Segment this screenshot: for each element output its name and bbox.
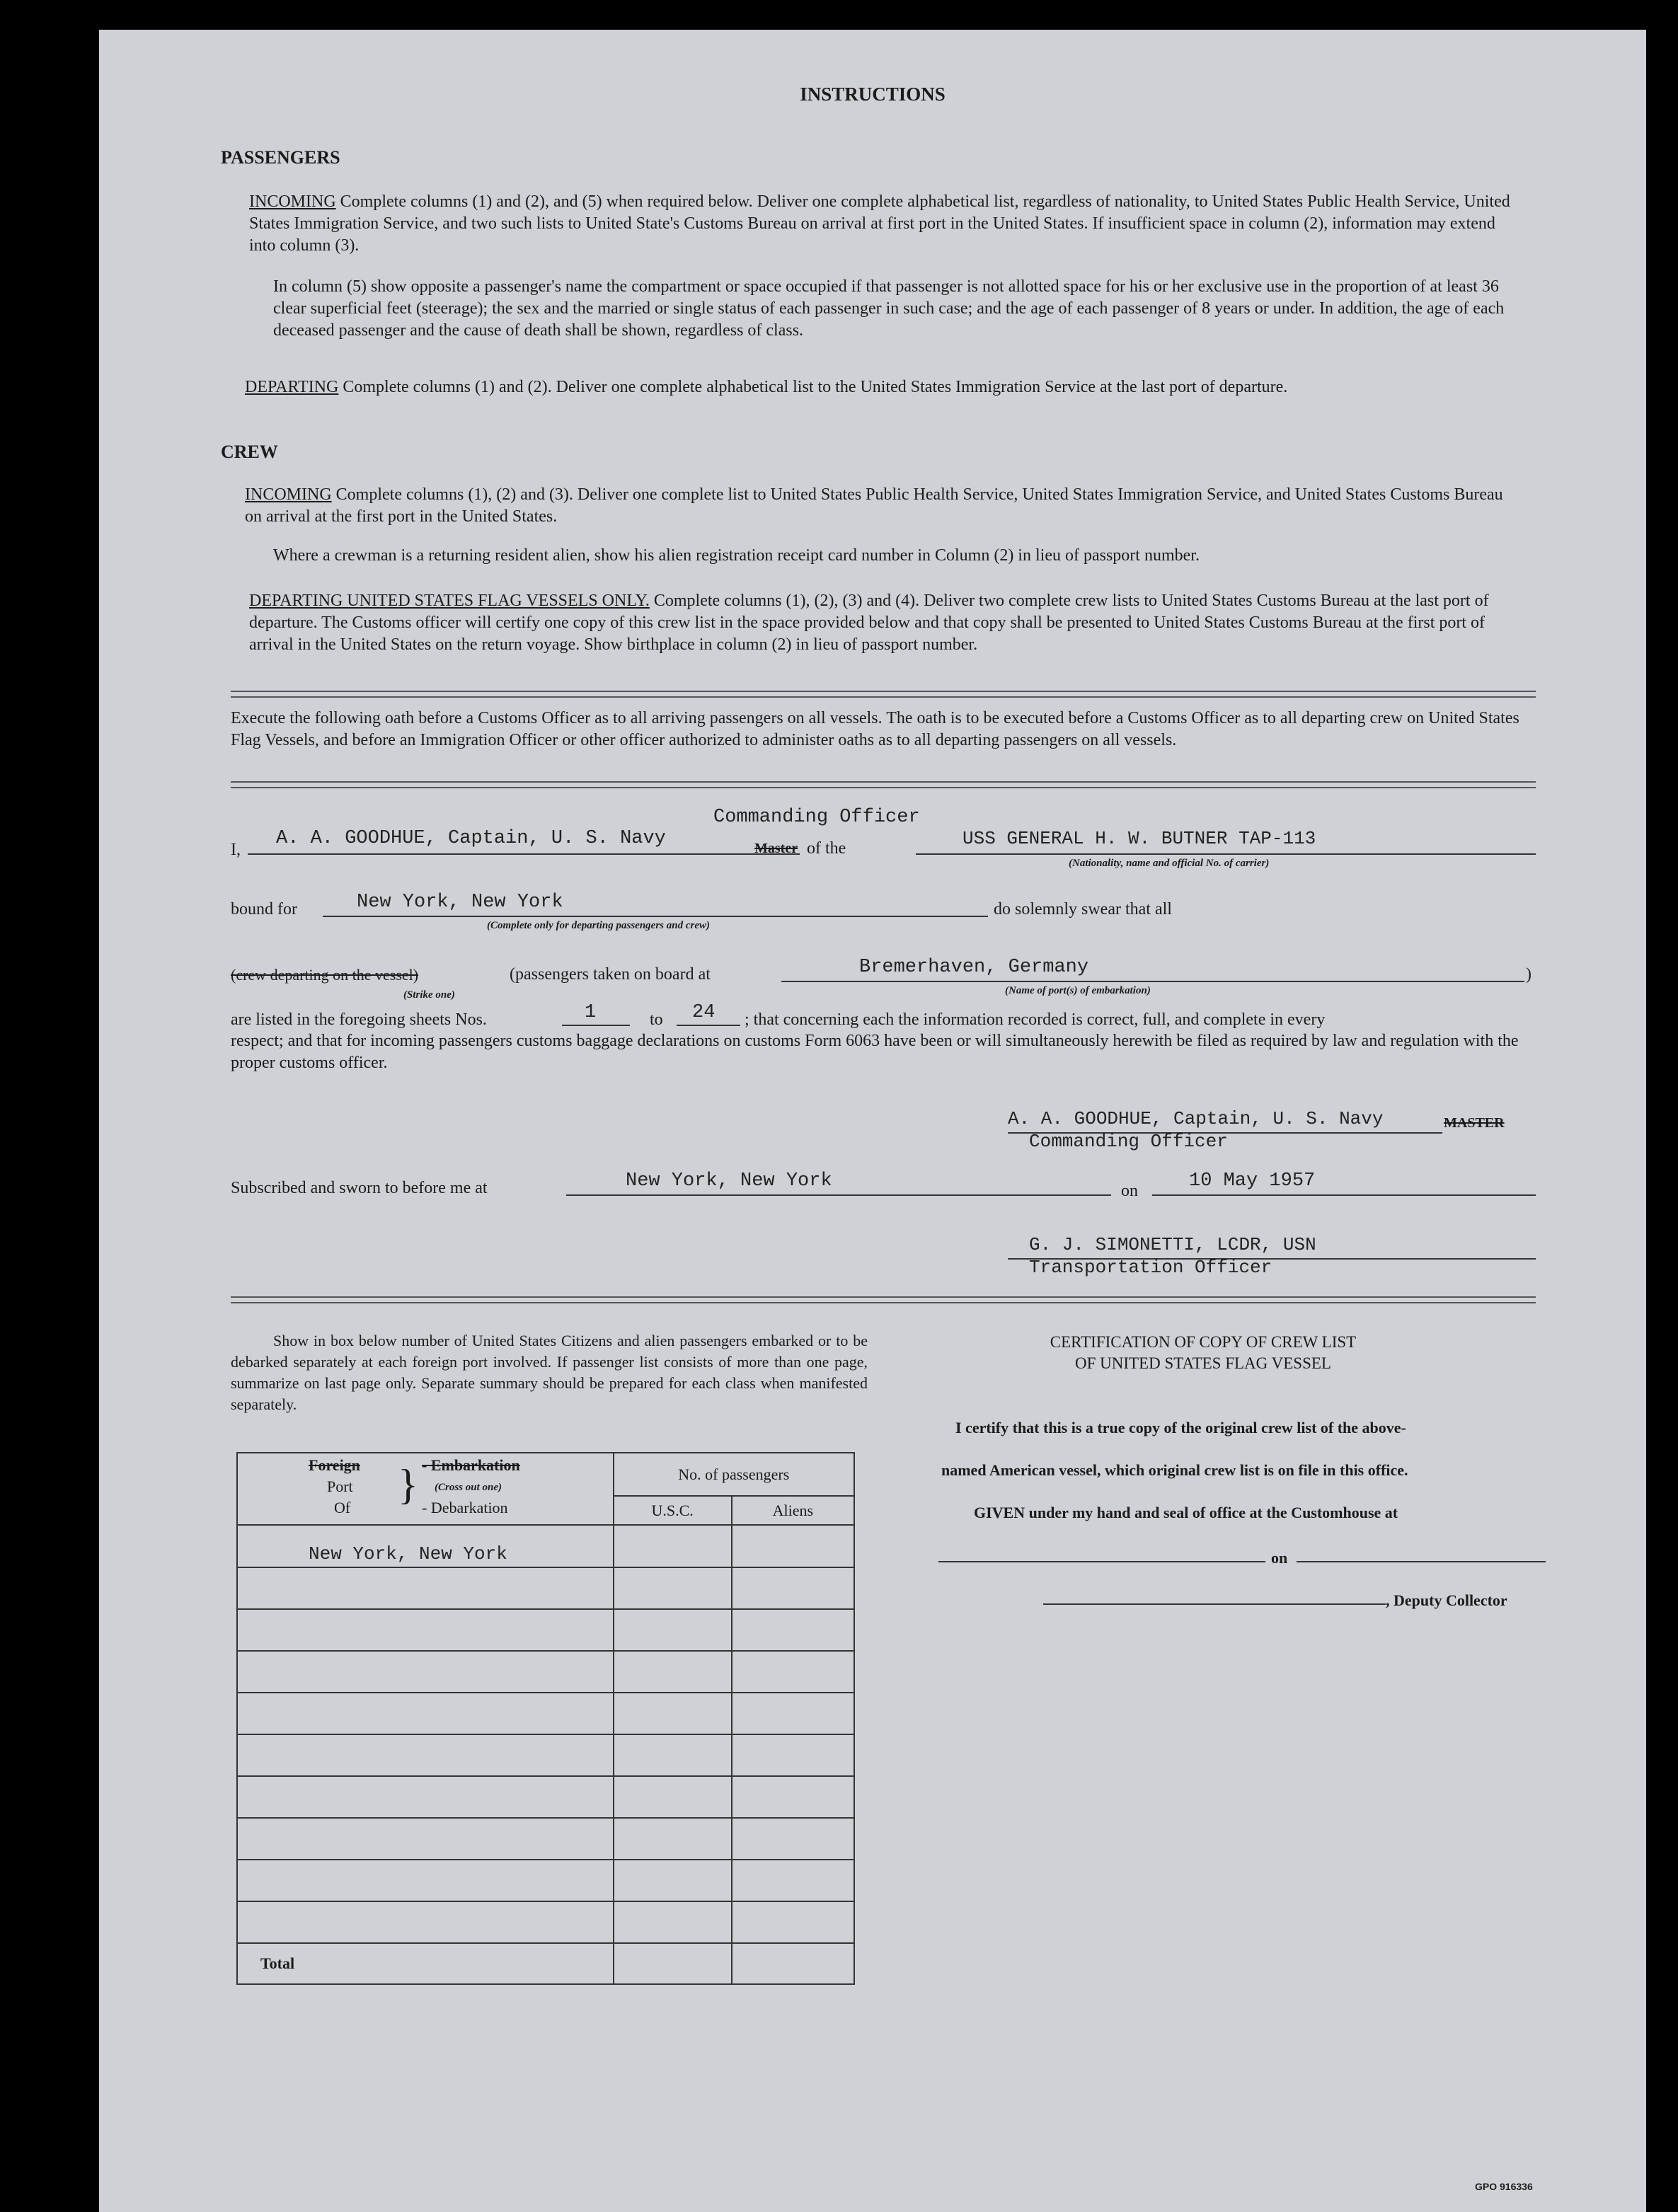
col-aliens: Aliens — [732, 1496, 854, 1525]
certification-on-label: on — [1271, 1549, 1288, 1567]
divider-line — [231, 1296, 1536, 1303]
taken-on-board-label: (passengers taken on board at — [510, 965, 711, 984]
strike-one-caption: (Strike one) — [403, 989, 455, 1001]
captain-name[interactable]: A. A. GOODHUE, Captain, U. S. Navy — [276, 828, 666, 849]
port-cell[interactable] — [237, 1860, 614, 1901]
crew-incoming-label: INCOMING — [245, 485, 332, 504]
passengers-departing-text: Complete columns (1) and (2). Deliver one complete alphabetical list to the United States Immigration Service at the last port of departure. — [343, 378, 1288, 396]
usc-cell[interactable] — [614, 1860, 732, 1901]
port-caption: (Name of port(s) of embarkation) — [1005, 985, 1151, 996]
debarkation-label: - Debarkation — [422, 1499, 508, 1516]
name-field-line — [248, 853, 800, 855]
table-row — [237, 1776, 854, 1818]
swear-text: do solemnly swear that all — [994, 900, 1172, 918]
signature-master-struck: MASTER — [1444, 1115, 1505, 1131]
port-header-cell — [237, 1453, 614, 1525]
table-row — [237, 1651, 854, 1693]
aliens-cell[interactable] — [732, 1734, 854, 1776]
col-usc: U.S.C. — [614, 1496, 732, 1525]
total-aliens-cell[interactable] — [732, 1943, 854, 1984]
embarkation-label: - Embarkation — [422, 1456, 520, 1474]
usc-cell[interactable] — [614, 1525, 732, 1567]
bound-for-field-line — [323, 916, 988, 917]
sworn-date[interactable]: 10 May 1957 — [1189, 1170, 1316, 1192]
sheet-from[interactable]: 1 — [585, 1002, 597, 1023]
passengers-column5-paragraph: In column (5) show opposite a passenger's name the compartment or space occupied if that passenger is not allotted space for his or her exclusive use in the proportion of at least 36 clear superficial feet (steerage); the sex and the married or single status of each passenger in such case; and the age of each passenger of 8 years or under. In addition, the age of each deceased passenger and the cause of death shall be shown, regardless of class. — [273, 277, 1505, 340]
divider-line — [231, 781, 1536, 788]
usc-cell[interactable] — [614, 1776, 732, 1818]
aliens-cell[interactable] — [732, 1860, 854, 1901]
crew-heading: CREW — [221, 442, 278, 462]
listed-text-3: respect; and that for incoming passengers customs baggage declarations on customs Form 6063 have been or will simultaneously herewith be filed as required by law and regulation with the proper customs officer. — [231, 1032, 1519, 1072]
aliens-cell[interactable] — [732, 1901, 854, 1943]
sworn-label: Subscribed and sworn to before me at — [231, 1179, 488, 1197]
vessel-field-line — [916, 853, 1536, 855]
table-row — [237, 1901, 854, 1943]
table-row — [237, 1734, 854, 1776]
table-row — [237, 1860, 854, 1901]
usc-cell[interactable] — [614, 1818, 732, 1860]
usc-cell[interactable] — [614, 1693, 732, 1734]
strike-one-struck: (crew departing on the vessel) — [231, 966, 419, 984]
oath-i-label: I, — [231, 841, 241, 859]
sworn-place[interactable]: New York, New York — [626, 1170, 832, 1192]
summary-instruction: Show in box below number of United States Citizens and alien passengers embarked or to be debarked separately at each foreign port involved. If passenger list consists of more than one page, summarize on last page only. Separate summary should be prepared for each class when manifested separately. — [231, 1332, 868, 1413]
sworn-place-line — [566, 1194, 1111, 1196]
sworn-on-label: on — [1121, 1182, 1138, 1200]
typed-title-commanding-officer: Commanding Officer — [713, 807, 920, 828]
port-cell[interactable] — [237, 1567, 614, 1609]
certification-date-line[interactable] — [1297, 1561, 1546, 1562]
deputy-collector-label: , Deputy Collector — [1386, 1591, 1507, 1609]
port-cell[interactable] — [237, 1609, 614, 1651]
passengers-heading: PASSENGERS — [221, 147, 340, 168]
total-label: Total — [237, 1943, 614, 1984]
table-row — [237, 1609, 854, 1651]
bound-for-value[interactable]: New York, New York — [357, 892, 563, 913]
usc-cell[interactable] — [614, 1651, 732, 1693]
officer-title: Transportation Officer — [1029, 1257, 1272, 1278]
aliens-cell[interactable] — [732, 1567, 854, 1609]
certification-text-1: I certify that this is a true copy of the original crew list of the above- — [955, 1419, 1406, 1436]
passengers-incoming-paragraph — [249, 191, 1516, 257]
aliens-cell[interactable] — [732, 1818, 854, 1860]
aliens-cell[interactable] — [732, 1651, 854, 1693]
certification-title — [920, 1332, 1486, 1374]
bound-for-label: bound for — [231, 900, 297, 918]
signature-name[interactable]: A. A. GOODHUE, Captain, U. S. Navy — [1008, 1108, 1384, 1129]
total-usc-cell[interactable] — [614, 1943, 732, 1984]
close-paren: ) — [1526, 965, 1532, 984]
col-of: Of — [334, 1499, 351, 1516]
certification-title-line1: CERTIFICATION OF COPY OF CREW LIST — [1050, 1333, 1357, 1351]
port-of-embarkation[interactable]: Bremerhaven, Germany — [859, 957, 1089, 978]
certification-text-3: GIVEN under my hand and seal of office at the Customhouse at — [974, 1504, 1398, 1521]
cross-out-caption: (Cross out one) — [435, 1482, 502, 1493]
port-cell[interactable] — [237, 1651, 614, 1693]
passengers-incoming-text: Complete columns (1) and (2), and (5) when required below. Deliver one complete alphabetical list, regardless of nationality, to United States Public Health Service, United States Immigration Service, and two such lists to United State's Customs Bureau on arrival at first port in the United States. If insufficient space in column (2), information may extend into column (3). — [249, 192, 1510, 255]
of-the-label: of the — [807, 839, 846, 858]
customhouse-field-line[interactable] — [938, 1561, 1265, 1562]
passengers-incoming-label: INCOMING — [249, 192, 336, 211]
port-cell[interactable] — [237, 1901, 614, 1943]
aliens-cell[interactable] — [732, 1776, 854, 1818]
passengers-departing-paragraph — [245, 376, 1516, 398]
listed-text: are listed in the foregoing sheets Nos. — [231, 1010, 487, 1029]
sheet-to-line — [677, 1025, 740, 1026]
port-cell[interactable] — [237, 1776, 614, 1818]
gpo-footer: GPO 916336 — [1475, 2181, 1533, 2192]
table-row — [237, 1818, 854, 1860]
passenger-summary-table — [236, 1452, 855, 1985]
master-struck: Master — [754, 841, 798, 856]
usc-cell[interactable] — [614, 1567, 732, 1609]
port-cell[interactable]: New York, New York — [237, 1525, 614, 1567]
to-label: to — [650, 1010, 663, 1029]
crew-departing-label: DEPARTING UNITED STATES FLAG VESSELS ONLY. — [249, 592, 650, 610]
table-row — [237, 1693, 854, 1734]
aliens-cell[interactable] — [732, 1609, 854, 1651]
brace-icon: } — [398, 1461, 418, 1508]
deputy-signature-line[interactable] — [1043, 1603, 1386, 1605]
col-foreign: Foreign — [309, 1456, 360, 1474]
crew-incoming-text: Complete columns (1), (2) and (3). Deliver one complete list to United States Public Health Service, United States Immigration Service, and United States Customs Bureau on arrival at the first port in the United States. — [245, 485, 1503, 526]
bound-for-caption: (Complete only for departing passengers and crew) — [487, 920, 710, 931]
oath-instruction: Execute the following oath before a Customs Officer as to all arriving passengers on all vessels. The oath is to be executed before a Customs Officer as to all departing crew on United States Flag Vessels, and before an Immigration Officer or other officer authorized to administer oaths as to all departing passengers on all vessels. — [231, 709, 1519, 749]
page-title: INSTRUCTIONS — [800, 83, 946, 105]
embarkation-field-line — [781, 981, 1524, 982]
certification-text-2: named American vessel, which original crew list is on file in this office. — [941, 1461, 1408, 1479]
signature-title: Commanding Officer — [1029, 1131, 1228, 1152]
usc-cell[interactable] — [614, 1609, 732, 1651]
sheet-from-line — [562, 1025, 630, 1026]
officer-name[interactable]: G. J. SIMONETTI, LCDR, USN — [1029, 1234, 1316, 1255]
aliens-cell[interactable] — [732, 1693, 854, 1734]
listed-text-2: ; that concerning each the information recorded is correct, full, and complete in every — [745, 1010, 1326, 1029]
table-row — [237, 1525, 854, 1567]
port-cell[interactable] — [237, 1734, 614, 1776]
vessel-caption: (Nationality, name and official No. of carrier) — [1069, 858, 1270, 869]
crew-departing-paragraph — [249, 590, 1516, 656]
form-page — [99, 30, 1646, 2212]
total-row — [237, 1943, 854, 1984]
table-row — [237, 1567, 854, 1609]
passengers-departing-label: DEPARTING — [245, 378, 339, 396]
sworn-date-line — [1152, 1194, 1536, 1196]
usc-cell[interactable] — [614, 1734, 732, 1776]
crew-incoming-paragraph — [245, 484, 1516, 528]
divider-line — [231, 691, 1536, 698]
crew-departing-text: Complete columns (1), (2), (3) and (4). Deliver two complete crew lists to United States Customs Bureau at the last port of departure. The Customs officer will certify one copy of this crew list in the space provided below and that copy shall be presented to United States Customs Bureau at the first port of arrival in the United States on the return voyage. Show birthplace in column (2) in lieu of passport number. — [249, 592, 1489, 654]
certification-title-line2: OF UNITED STATES FLAG VESSEL — [1075, 1354, 1331, 1372]
crew-resident-paragraph: Where a crewman is a returning resident alien, show his alien registration receipt card number in Column (2) in lieu of passport number. — [273, 546, 1200, 565]
port-cell[interactable] — [237, 1693, 614, 1734]
col-port: Port — [327, 1477, 353, 1495]
port-cell[interactable] — [237, 1818, 614, 1860]
vessel-name[interactable]: USS GENERAL H. W. BUTNER TAP-113 — [962, 828, 1316, 849]
usc-cell[interactable] — [614, 1901, 732, 1943]
aliens-cell[interactable] — [732, 1525, 854, 1567]
sheet-to[interactable]: 24 — [692, 1002, 716, 1023]
col-passengers: No. of passengers — [614, 1453, 854, 1496]
